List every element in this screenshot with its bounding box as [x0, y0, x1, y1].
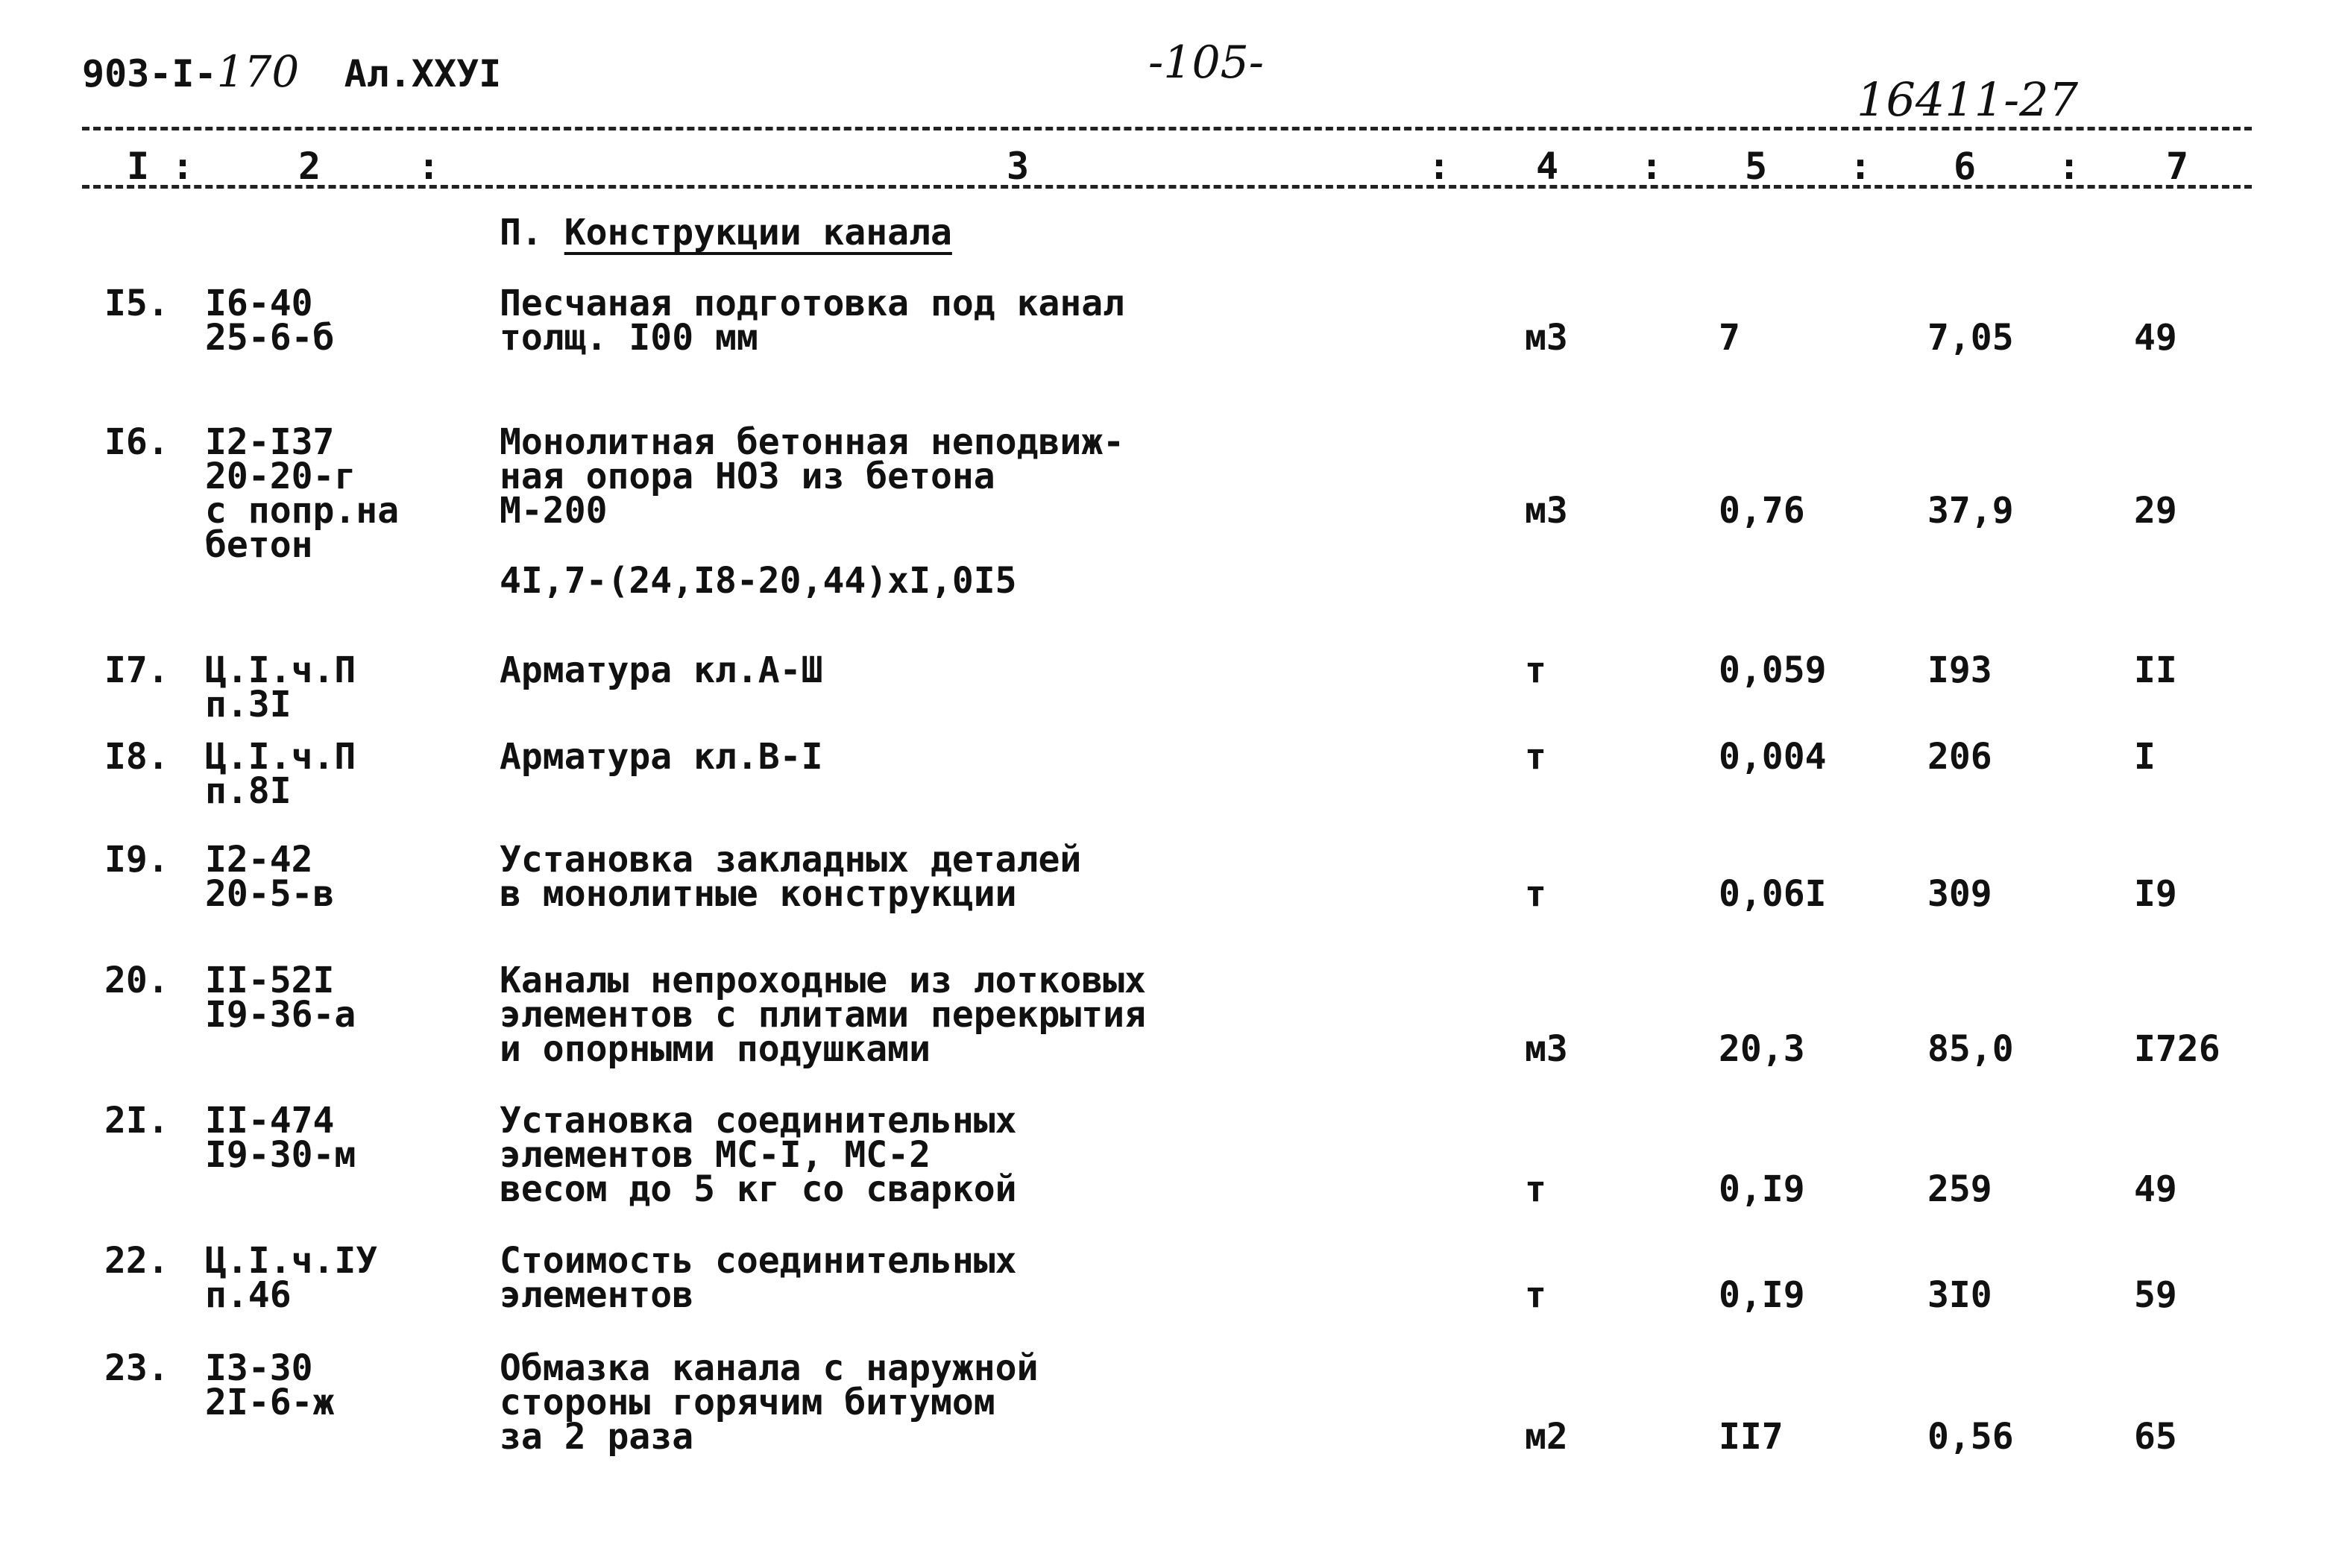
rate-code-line: 2I-6-ж	[205, 1382, 335, 1423]
row-number: I5.	[104, 283, 169, 324]
rate-code-line: II-52I	[205, 960, 335, 1001]
col-separator: :	[1849, 145, 1872, 188]
quantity: 0,06I	[1719, 873, 1827, 915]
description-line: Установка закладных деталей	[500, 839, 1082, 881]
col-number-5: 5	[1745, 145, 1768, 188]
rate-code-line: 20-5-в	[205, 873, 335, 915]
rate-code-line: бетон	[205, 524, 313, 566]
rate-code	[205, 1240, 378, 1316]
quantity: 0,059	[1719, 649, 1827, 691]
quantity: 0,76	[1719, 490, 1805, 532]
col-number-1: I	[127, 145, 150, 188]
total-cost: 59	[2134, 1274, 2177, 1316]
total-cost: I	[2134, 736, 2156, 778]
description-line: элементов с плитами перекрытия	[500, 994, 1146, 1036]
rate-code	[205, 960, 356, 1036]
row-number: I8.	[104, 736, 169, 778]
total-cost: I726	[2134, 1028, 2220, 1070]
work-description: Арматура кл.А-Ш	[500, 649, 823, 691]
rate-code-line: п.46	[205, 1274, 292, 1316]
calculation-note: 4I,7-(24,I8-20,44)xI,0I5	[500, 560, 1017, 602]
description-line: ная опора НОЗ из бетона	[500, 456, 995, 497]
description-line: Установка соединительных	[500, 1100, 1017, 1142]
rate-code-line: Ц.I.ч.IУ	[205, 1240, 378, 1282]
unit-price: 3I0	[1927, 1274, 1992, 1316]
quantity: II7	[1719, 1416, 1784, 1458]
rate-code	[205, 283, 335, 359]
album-label: Ал.XXУI	[344, 52, 502, 95]
description-line: Стоимость соединительных	[500, 1240, 1017, 1282]
work-description	[500, 1240, 1017, 1316]
total-cost: II	[2134, 649, 2177, 691]
col-separator: :	[171, 145, 195, 188]
rate-code-line: I3-30	[205, 1347, 313, 1389]
rate-code-line: Ц.I.ч.П	[205, 736, 356, 778]
unit-price: 0,56	[1927, 1416, 2014, 1458]
total-cost: 49	[2134, 317, 2177, 359]
col-number-3: 3	[1007, 145, 1030, 188]
description-line: за 2 раза	[500, 1416, 694, 1458]
unit-of-measure: м3	[1525, 317, 1568, 359]
unit-of-measure: т	[1525, 649, 1546, 691]
rate-code-line: I2-42	[205, 839, 313, 881]
unit-price: I93	[1927, 649, 1992, 691]
section-number: П.	[500, 212, 543, 254]
col-separator: :	[1428, 145, 1451, 188]
description-line: толщ. I00 мм	[500, 317, 758, 359]
unit-of-measure: т	[1525, 873, 1546, 915]
unit-of-measure: м2	[1525, 1416, 1568, 1458]
description-line: весом до 5 кг со сваркой	[500, 1168, 1017, 1210]
row-number: I7.	[104, 649, 169, 691]
work-description: Арматура кл.В-I	[500, 736, 823, 778]
total-cost: 49	[2134, 1168, 2177, 1210]
description-line: стороны горячим битумом	[500, 1382, 995, 1423]
row-number: 20.	[104, 960, 169, 1001]
unit-price: 259	[1927, 1168, 1992, 1210]
work-description	[500, 839, 1082, 915]
total-cost: 29	[2134, 490, 2177, 532]
description-line: элементов	[500, 1274, 694, 1316]
description-line: в монолитные конструкции	[500, 873, 1017, 915]
rate-code-line: I9-36-а	[205, 994, 356, 1036]
sheet-id-handwritten: 170	[216, 46, 300, 97]
description-line: Монолитная бетонная неподвиж-	[500, 421, 1125, 463]
rate-code	[205, 421, 400, 566]
rate-code	[205, 839, 335, 915]
quantity: 7	[1719, 317, 1740, 359]
sheet-id-prefix: 903-I-	[82, 52, 217, 95]
unit-of-measure: м3	[1525, 490, 1568, 532]
description-line: М-200	[500, 490, 608, 532]
unit-price: 7,05	[1927, 317, 2014, 359]
rate-code	[205, 1347, 335, 1423]
description-line: Обмазка канала с наружной	[500, 1347, 1039, 1389]
row-number: 23.	[104, 1347, 169, 1389]
quantity: 20,3	[1719, 1028, 1805, 1070]
section-heading	[500, 212, 952, 254]
col-number-6: 6	[1954, 145, 1977, 188]
header-rule-top	[82, 127, 2252, 130]
rate-code-line: II-474	[205, 1100, 335, 1142]
unit-price: 206	[1927, 736, 1992, 778]
rate-code-line: Ц.I.ч.П	[205, 649, 356, 691]
unit-price: 309	[1927, 873, 1992, 915]
rate-code-line: 25-6-б	[205, 317, 335, 359]
col-number-4: 4	[1536, 145, 1559, 188]
archive-stamp: 16411-27	[1857, 72, 2079, 127]
work-description	[500, 283, 1125, 359]
rate-code-line: I6-40	[205, 283, 313, 324]
work-description	[500, 960, 1146, 1070]
total-cost: 65	[2134, 1416, 2177, 1458]
col-separator: :	[2058, 145, 2081, 188]
rate-code-line: п.8I	[205, 770, 292, 812]
section-title: Конструкции канала	[564, 212, 952, 254]
sheet-id	[82, 46, 502, 97]
rate-code	[205, 1100, 356, 1176]
description-line: Каналы непроходные из лотковых	[500, 960, 1146, 1001]
page-number: -105-	[1148, 37, 1265, 89]
total-cost: I9	[2134, 873, 2177, 915]
description-line: и опорными подушками	[500, 1028, 931, 1070]
rate-code-line: I9-30-м	[205, 1134, 356, 1176]
row-number: I9.	[104, 839, 169, 881]
rate-code	[205, 649, 356, 725]
work-description	[500, 1347, 1039, 1458]
rate-code-line: I2-I37	[205, 421, 335, 463]
col-number-2: 2	[298, 145, 321, 188]
quantity: 0,I9	[1719, 1274, 1805, 1316]
unit-price: 37,9	[1927, 490, 2014, 532]
unit-of-measure: т	[1525, 736, 1546, 778]
unit-price: 85,0	[1927, 1028, 2014, 1070]
rate-code-line: п.3I	[205, 684, 292, 725]
quantity: 0,I9	[1719, 1168, 1805, 1210]
header-rule-bottom	[82, 185, 2252, 189]
work-description	[500, 1100, 1017, 1210]
rate-code-line: 20-20-г	[205, 456, 356, 497]
rate-code	[205, 736, 356, 812]
row-number: 22.	[104, 1240, 169, 1282]
col-separator: :	[1640, 145, 1663, 188]
col-number-7: 7	[2166, 145, 2189, 188]
description-line: элементов МС-I, МС-2	[500, 1134, 931, 1176]
row-number: 2I.	[104, 1100, 169, 1142]
unit-of-measure: т	[1525, 1168, 1546, 1210]
description-line: Песчаная подготовка под канал	[500, 283, 1125, 324]
work-description	[500, 421, 1125, 532]
col-separator: :	[418, 145, 441, 188]
rate-code-line: с попр.на	[205, 490, 400, 532]
unit-of-measure: м3	[1525, 1028, 1568, 1070]
unit-of-measure: т	[1525, 1274, 1546, 1316]
row-number: I6.	[104, 421, 169, 463]
quantity: 0,004	[1719, 736, 1827, 778]
